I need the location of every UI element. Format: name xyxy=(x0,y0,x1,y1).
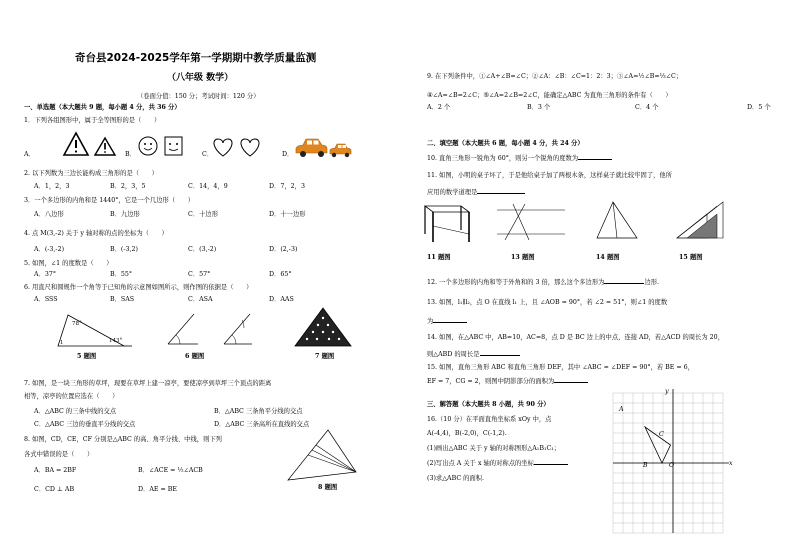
exam-info: （卷面分值：150 分；考试时间：120 分） xyxy=(137,93,260,100)
q8-stem-line2: 各式中错误的是（ ） xyxy=(24,451,94,458)
q3-option-c: C．十边形 xyxy=(188,211,219,218)
smiley-square-faces-figure xyxy=(138,134,186,158)
warning-triangles-figure xyxy=(62,130,120,158)
q16-part3: (3)求△ABC 的面积. xyxy=(427,475,485,482)
q11-stem-line1: 11. 如图，小明的桌子坏了，于是他给桌子加了两根木条，这样桌子就比较牢固了，他所 xyxy=(427,172,673,179)
figure-6-caption: 6 题图 xyxy=(185,353,205,360)
q15-stem-line1: 15. 如图，直角三角形 ABC 和直角三角形 DEF，其中 ∠ABC = ∠DEF = 90°，若 BE = 6， xyxy=(427,364,694,371)
q1-option-b: B． xyxy=(125,151,136,158)
two-hearts-figure xyxy=(212,136,264,158)
q3-option-d: D．十一边形 xyxy=(269,211,306,218)
q5-option-a: A．37° xyxy=(34,271,57,278)
triangle-abc xyxy=(645,427,671,463)
q7-stem-line1: 7. 如图，是一块三角形的草坪，现要在草坪上建一凉亭，要使凉亭到草坪三个顶点的距离 xyxy=(24,380,272,387)
figure-5-caption: 5 题图 xyxy=(77,353,97,360)
figure-13-parallel-lines xyxy=(495,202,567,242)
q7-stem-line2: 相等，凉亭的位置应选在（ ） xyxy=(24,393,119,400)
q10-stem: 10. 直角三角形一锐角为 60°，则另一个锐角的度数为 xyxy=(427,155,612,163)
q7-option-a: A．△ABC 的三条中线的交点 xyxy=(34,408,117,415)
fig5-angle-143: 143° xyxy=(109,338,123,344)
section1-heading: 一、单选题（本大题共 9 题，每小题 4 分，共 36 分） xyxy=(24,104,181,111)
figure-15-shaded-triangles xyxy=(673,198,733,242)
grid-origin-label: O xyxy=(669,462,675,469)
section3-heading: 三、解答题（本大题共 8 小题，共 90 分） xyxy=(427,401,550,408)
right-page xyxy=(397,0,794,560)
q16-points: A(-4,4)，B(-2,0)，C(-1,2). xyxy=(427,430,507,437)
q7-option-d: D．△ABC 三条高所在直线的交点 xyxy=(214,421,310,428)
q9-option-d: D．5 个 xyxy=(747,104,771,111)
section2-heading: 二、填空题（本大题共 6 题，每小题 4 分，共 24 分） xyxy=(427,140,584,147)
q8-option-a: A．BA = 2BF xyxy=(34,467,77,474)
grid-point-b-label: B xyxy=(643,462,648,469)
q5-option-c: C．57° xyxy=(188,271,211,278)
q16-stem-line1: 16.（10 分）在平面直角坐标系 xOy 中，点 xyxy=(427,416,552,423)
q8-option-b: B．∠ACE = ½∠ACB xyxy=(138,467,203,474)
q7-option-c: C．△ABC 三边的垂直平分线的交点 xyxy=(34,421,136,428)
q11-stem-line2: 应用的数学道理是 xyxy=(427,189,525,197)
q16-part1: (1)画出△ABC 关于 y 轴的对称图形△A₁B₁C₁； xyxy=(427,445,561,452)
grid-x-label: x xyxy=(729,460,733,467)
q9-stem-line1: 9. 在下列条件中，①∠A+∠B=∠C；②∠A：∠B：∠C=1：2：3；③∠A=½∠B=⅓∠C； xyxy=(427,73,683,80)
q5-option-d: D．65° xyxy=(269,271,292,278)
q14-stem-line2: 则△ABD 的周长是 xyxy=(427,351,520,359)
q4-option-c: C．(3,-2) xyxy=(188,246,217,253)
figure-11-caption: 11 题图 xyxy=(427,254,451,261)
q15-stem-line2: EF = 7，CG = 2，则图中阴影部分的面积为 xyxy=(427,378,588,386)
q8-option-d: D．AE = BE xyxy=(138,486,177,493)
q1-stem: 1．下列各组图形中，属于全等图形的是（ ） xyxy=(24,117,161,124)
q1-option-d: D． xyxy=(282,151,294,158)
q5-stem: 5. 如图，∠1 的度数是（ ） xyxy=(24,260,113,267)
q13-stem: 13. 如图，l₁∥l₂，点 O 在直线 l₁ 上，且 ∠AOB = 90°，若 ∠2 = 51°，则∠1 的度数 xyxy=(427,299,668,306)
q6-option-c: C．ASA xyxy=(188,296,213,303)
q12-stem: 12. 一个多边形的内角和等于外角和的 3 倍，那么这个多边形为 边形. xyxy=(427,279,660,286)
q6-stem: 6. 用直尺和圆规作一个角等于已知角的示意图如图所示，则作图的依据是（ ） xyxy=(24,284,253,291)
grid-point-a-label: A xyxy=(619,406,624,413)
q3-option-a: A．八边形 xyxy=(34,211,64,218)
q13-stem-line2: 为 xyxy=(427,318,467,326)
figure-6-compass-construction xyxy=(158,310,278,352)
q3-option-b: B．九边形 xyxy=(110,211,140,218)
figure-8-caption: 8 题图 xyxy=(318,484,338,491)
q9-stem-line2: ④∠A=∠B=2∠C；⑤∠A=2∠B=2∠C，能确定△ABC 为直角三角形的条件有（ ） xyxy=(427,92,672,99)
q4-option-b: B．(-3,2) xyxy=(110,246,138,253)
exam-title: 奇台县2024-2025学年第一学期期中教学质量监测 xyxy=(75,52,317,64)
figure-11-table xyxy=(421,200,473,244)
q14-stem-line1: 14. 如图，在△ABC 中，AB=10，AC=8，点 D 是 BC 边上的中点，连接 AD，若△ACD 的周长为 20， xyxy=(427,334,724,341)
q8-option-c: C．CD ⊥ AB xyxy=(34,486,75,493)
q1-option-a: A． xyxy=(24,151,35,158)
q6-option-d: D．AAS xyxy=(269,296,294,303)
figure-13-caption: 13 题图 xyxy=(511,254,535,261)
q2-option-b: B．2，3，5 xyxy=(110,183,146,190)
q6-option-a: A．SSS xyxy=(34,296,58,303)
figure-14-caption: 14 题图 xyxy=(596,254,620,261)
fig5-angle-1: 1 xyxy=(60,340,64,346)
figure-8-triangle-cevians xyxy=(282,428,362,484)
q2-option-c: C．14，4，9 xyxy=(188,183,228,190)
two-cars-figure xyxy=(294,136,354,160)
grid-point-c-label: C xyxy=(659,431,664,438)
q9-option-c: C．4 个 xyxy=(635,104,659,111)
q9-option-a: A．2 个 xyxy=(427,104,451,111)
figure-15-caption: 15 题图 xyxy=(679,254,703,261)
q16-part2: (2)写出点 A 关于 x 轴的对称点的坐标 xyxy=(427,460,568,468)
q4-option-d: D．(2,-3) xyxy=(269,246,298,253)
q5-option-b: B．55° xyxy=(110,271,133,278)
exam-subtitle: （八年级 数学） xyxy=(167,73,234,83)
q2-stem: 2. 以下列数为三边长能构成三角形的是（ ） xyxy=(24,170,158,177)
figure-14-triangle-median xyxy=(593,200,643,242)
figure-7-lawn-triangle xyxy=(293,306,353,350)
q7-option-b: B．△ABC 三条角平分线的交点 xyxy=(214,408,303,415)
q9-option-b: B．3 个 xyxy=(527,104,551,111)
q8-stem-line1: 8. 如图，CD，CE，CF 分别是△ABC 的高、角平分线、中线，则下列 xyxy=(24,436,222,443)
grid-y-label: y xyxy=(665,388,669,395)
q4-option-a: A．(-3,-2) xyxy=(34,246,65,253)
q3-stem: 3．一个多边形的内角和是 1440°，它是一个几边形（ ） xyxy=(24,197,195,204)
figure-7-caption: 7 题图 xyxy=(315,353,335,360)
q2-option-a: A．1，2，3 xyxy=(34,183,70,190)
fig5-angle-78: 78° xyxy=(72,321,82,327)
q1-option-c: C． xyxy=(202,151,214,158)
q6-option-b: B．SAS xyxy=(110,296,135,303)
q2-option-d: D．7，2，3 xyxy=(269,183,305,190)
q4-stem: 4. 点 M(3,-2) 关于 y 轴对称的点的坐标为（ ） xyxy=(24,230,168,237)
